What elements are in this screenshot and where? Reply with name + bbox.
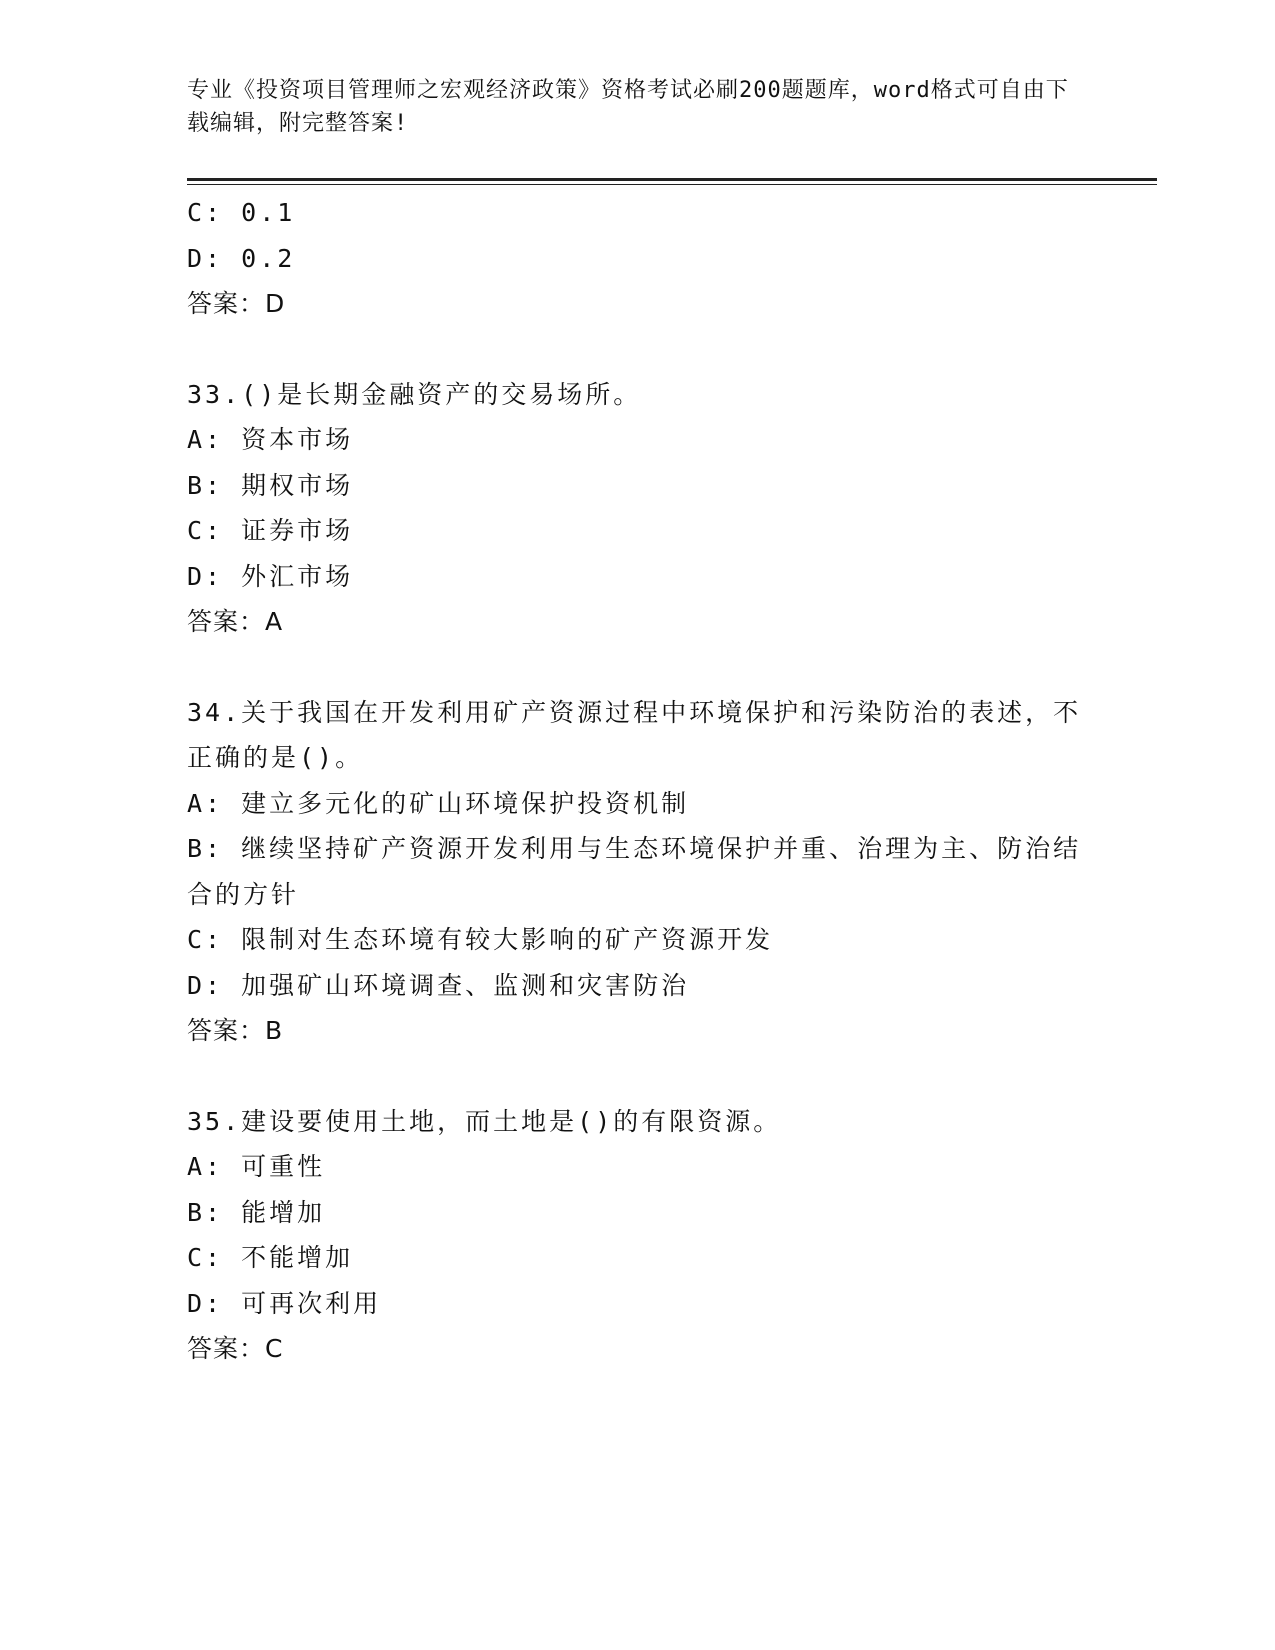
option-b: B: 期权市场 xyxy=(187,470,354,500)
question-stem: 33.()是长期金融资产的交易场所。 xyxy=(187,379,642,409)
option-b: B: 能增加 xyxy=(187,1197,326,1227)
option-c: C: 限制对生态环境有较大影响的矿产资源开发 xyxy=(187,925,774,954)
option-a: A: 可重性 xyxy=(187,1152,326,1181)
option-d: D: 0.2 xyxy=(187,243,296,273)
option-a: A: 建立多元化的矿山环境保护投资机制 xyxy=(187,788,690,818)
option-a: A: 资本市场 xyxy=(187,425,354,454)
option-b: B: 继续坚持矿产资源开发利用与生态环境保护并重、治理为主、防治结合的方针 xyxy=(187,834,1082,909)
answer-line: 答案：B xyxy=(187,1016,284,1045)
option-d: D: 可再次利用 xyxy=(187,1288,382,1318)
question-35 xyxy=(187,1099,1087,1372)
question-33 xyxy=(187,372,1087,645)
question-list xyxy=(187,190,1087,1372)
question-stem: 35.建设要使用土地，而土地是()的有限资源。 xyxy=(187,1106,782,1136)
document-header-note: 专业《投资项目管理师之宏观经济政策》资格考试必刷200题题库，word格式可自由下载编辑，附完整答案! xyxy=(187,78,1069,136)
answer-line: 答案：C xyxy=(187,1334,284,1363)
option-d: D: 外汇市场 xyxy=(187,561,354,591)
answer-line: 答案：A xyxy=(187,607,284,636)
option-c: C: 0.1 xyxy=(187,198,296,227)
option-c: C: 证券市场 xyxy=(187,516,354,545)
header-rule-thin xyxy=(187,184,1157,185)
header-rule-thick xyxy=(187,178,1157,181)
carryover-block xyxy=(187,190,1087,327)
question-stem: 34.关于我国在开发利用矿产资源过程中环境保护和污染防治的表述，不正确的是()。 xyxy=(187,697,1082,772)
answer-line: 答案：D xyxy=(187,289,286,318)
question-34 xyxy=(187,690,1087,1054)
option-d: D: 加强矿山环境调查、监测和灾害防治 xyxy=(187,970,690,1000)
option-c: C: 不能增加 xyxy=(187,1243,354,1272)
